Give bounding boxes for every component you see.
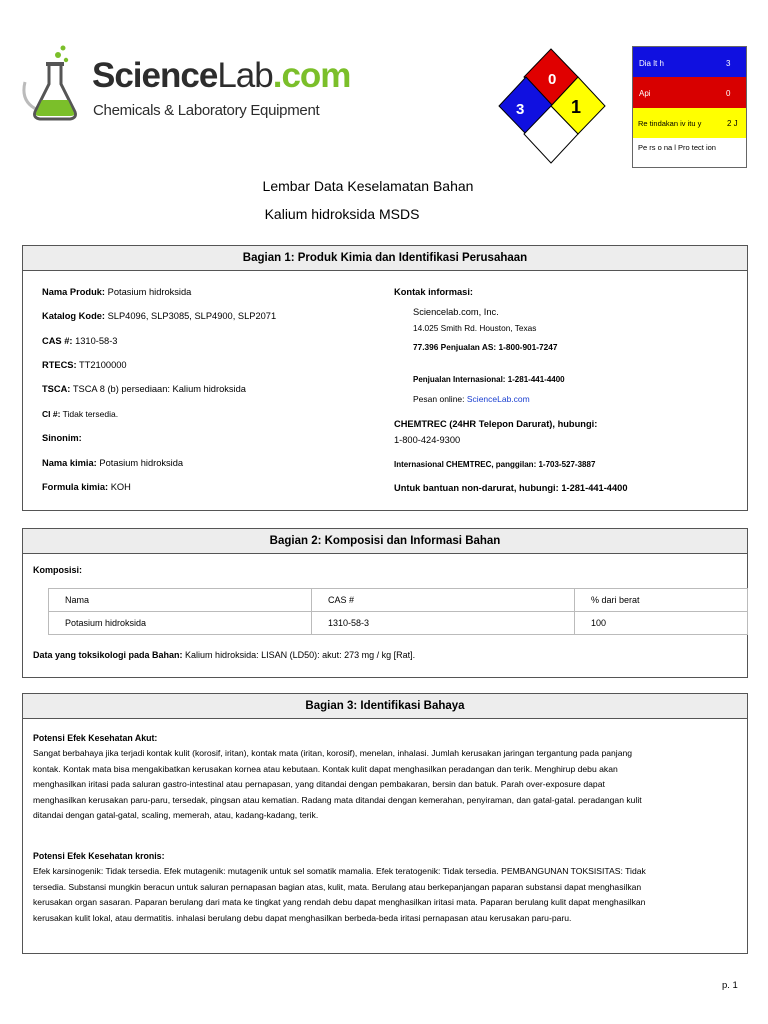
logo-tagline: Chemicals & Laboratory Equipment <box>93 102 320 119</box>
field-chemical-formula: Formula kimia: KOH <box>42 482 131 492</box>
section-2-title: Bagian 2: Komposisi dan Informasi Bahan <box>23 529 747 554</box>
section-3-title: Bagian 3: Identifikasi Bahaya <box>23 694 747 719</box>
chronic-effects-text: Efek karsinogenik: Tidak tersedia. Efek mutagenik: mutagenik untuk sel somatik mamalia. Efek teratogenik: Tidak tersedia. PEMBANGUNAN TOKSISITAS: Tidak tersedia. Substansi mungkin beracun untuk saluran pernapasan bagian atas, kulit, mata. Berulang atau berkepanjangan paparan substansi dapat menghasilkan kerusakan organ sasaran. Paparan berulang dari mata ke tingkat yang rendah debu dapat menghasilkan iritasi mata. Paparan berulang kulit dapat menghasilkan kerusakan kulit lokal, atau dermatitis. inhalasi berulang debu dapat menghasilkan berbeda-beda iritasi pernapasan atau kerusakan paru-paru. <box>33 866 646 923</box>
legend-row-protection: Pe rs o na l Pro tect ion <box>633 138 746 167</box>
document-title: Lembar Data Keselamatan Bahan <box>262 178 474 194</box>
nfpa-flammability-value: 0 <box>548 71 557 88</box>
contact-label: Kontak informasi: <box>394 287 474 297</box>
field-tsca: TSCA: TSCA 8 (b) persediaan: Kalium hidroksida <box>42 384 246 394</box>
table-cell-cas: 1310-58-3 <box>312 612 575 635</box>
table-row <box>49 612 748 635</box>
chemtrec-number: 1-800-424-9300 <box>394 435 461 445</box>
composition-table <box>48 588 748 635</box>
nfpa-diamond <box>498 48 610 166</box>
section-3 <box>22 693 748 954</box>
chemtrec-label: CHEMTREC (24HR Telepon Darurat), hubungi: <box>394 419 598 429</box>
sales-us: 77.396 Penjualan AS: 1-800-901-7247 <box>413 342 558 352</box>
legend-row-health: Dia lt h 3 <box>633 47 746 77</box>
field-chemical-name: Nama kimia: Potasium hidroksida <box>42 458 184 468</box>
field-cas: CAS #: 1310-58-3 <box>42 336 118 346</box>
sciencelab-link[interactable]: ScienceLab.com <box>466 394 530 404</box>
toxicology-data: Data yang toksikologi pada Bahan: Kalium hidroksida: LISAN (LD50): akut: 273 mg / kg [Rat]. <box>33 650 416 660</box>
nfpa-health-value: 3 <box>516 101 525 118</box>
page-number: p. 1 <box>722 980 738 991</box>
sales-international: Penjualan Internasional: 1-281-441-4400 <box>413 375 565 384</box>
field-product-name: Nama Produk: Potasium hidroksida <box>42 287 192 297</box>
nfpa-reactivity-value: 1 <box>571 97 582 117</box>
hazard-rating-legend <box>632 46 747 168</box>
table-header-name: Nama <box>49 589 312 612</box>
section-1-title: Bagian 1: Produk Kimia dan Identifikasi Perusahaan <box>23 246 747 271</box>
table-header-row <box>49 589 748 612</box>
chronic-effects-label: Potensi Efek Kesehatan kronis: <box>33 851 165 861</box>
field-ci: CI #: Tidak tersedia. <box>42 409 119 419</box>
legend-row-fire: Api 0 <box>633 77 746 108</box>
section-2 <box>22 528 748 678</box>
field-synonym: Sinonim: <box>42 433 82 443</box>
table-cell-weight: 100 <box>575 612 748 635</box>
logo-wordmark: ScienceLab.com <box>92 56 351 95</box>
company-name: Sciencelab.com, Inc. <box>413 307 499 317</box>
section-1 <box>22 245 748 511</box>
acute-effects-label: Potensi Efek Kesehatan Akut: <box>33 733 158 743</box>
document-subtitle: Kalium hidroksida MSDS <box>264 206 420 222</box>
table-header-weight: % dari berat <box>575 589 748 612</box>
flask-icon <box>20 44 90 126</box>
non-emergency: Untuk bantuan non-darurat, hubungi: 1-281-441-4400 <box>394 483 628 493</box>
legend-row-reactivity: Re tindakan iv itu y 2 J <box>633 108 746 138</box>
table-header-cas: CAS # <box>312 589 575 612</box>
table-cell-name: Potasium hidroksida <box>49 612 312 635</box>
composition-label: Komposisi: <box>33 565 83 575</box>
field-rtecs: RTECS: TT2100000 <box>42 360 127 370</box>
chemtrec-international: Internasional CHEMTREC, panggilan: 1-703-527-3887 <box>394 460 596 469</box>
field-catalog-code: Katalog Kode: SLP4096, SLP3085, SLP4900, SLP2071 <box>42 311 277 321</box>
company-address: 14.025 Smith Rd. Houston, Texas <box>413 323 537 333</box>
acute-effects-text: Sangat berbahaya jika terjadi kontak kulit (korosif, iritan), kontak mata (iritan, korosif), menelan, inhalasi. Jumlah kerusakan jaringan tergantung pada panjang kontak. Kontak mata bisa mengakibatkan kerusakan kornea atau kebutaan. Kontak kulit dapat menghasilkan peradangan dan terik. Menghirup debu akan menghasilkan iritasi pada saluran gastro-intestinal atau pernapasan, yang ditandai dengan pembakaran, bersin dan batuk. Parah over-exposure dapat menghasilkan kerusakan paru-paru, tersedak, pingsan atau kematian. Radang mata ditandai dengan kemerahan, penyiraman, dan gatal-gatal. peradangan kulit ditandai dengan gatal-gatal, scaling, memerah, atau, kadang-kadang, terik. <box>33 748 642 820</box>
order-online: Pesan online: ScienceLab.com <box>413 394 530 404</box>
